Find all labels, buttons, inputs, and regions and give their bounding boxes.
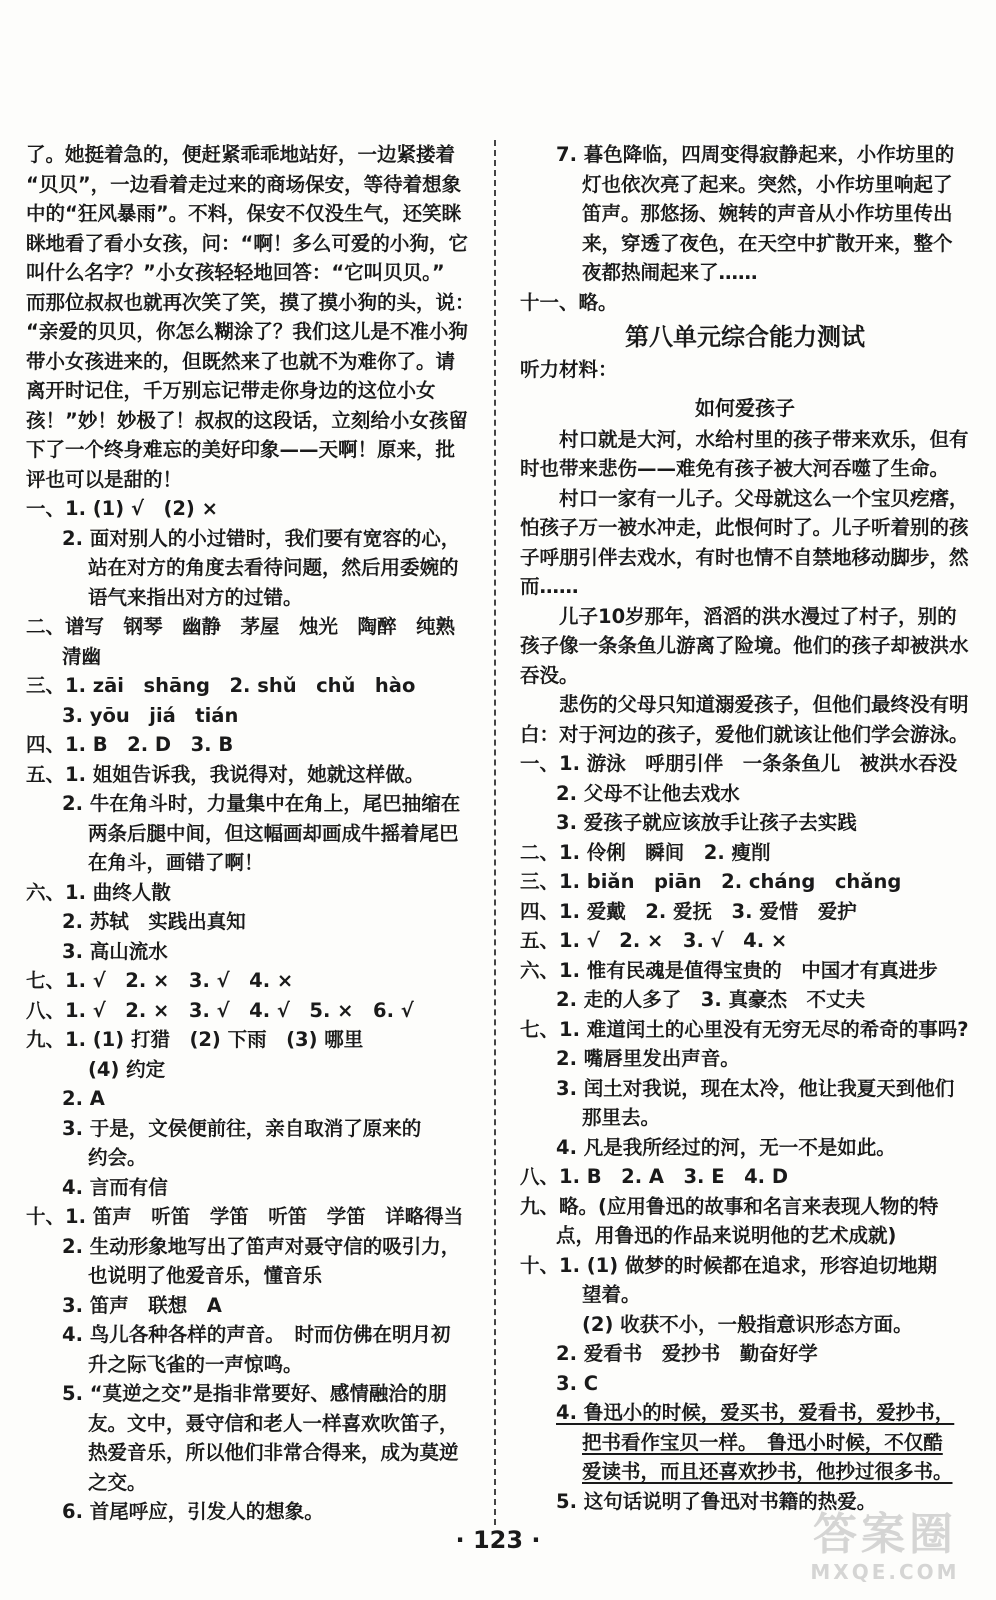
answer-line: 3. yōu jiá tián [62,703,239,727]
answer-line: 4. 鸟儿各种各样的声音。 时而仿佛在明月初 [62,1323,451,1346]
answer-line: 十、1. 笛声 听笛 学笛 听笛 学笛 详略得当 [26,1205,464,1228]
answer-line: 清幽 [62,644,102,668]
answer-line: 中的“狂风暴雨”。不料，保安不仅没生气，还笑眯 [26,202,462,225]
answer-line: 5. “莫逆之交”是指非常要好、感情融洽的朋 [62,1382,447,1405]
unit-title: 第八单元综合能力测试 [625,323,865,351]
answer-line: 2. 牛在角斗时，力量集中在角上，尾巴抽缩在 [62,792,461,815]
answer-line: 下了一个终身难忘的美好印象——天啊！原来，批 [26,438,456,461]
answer-line: 把书看作宝贝一样。 鲁迅小时候，不仅酷 [582,1430,943,1454]
story-paragraph: 村口就是大河，水给村里的孩子带来欢乐，但有时也带来悲伤——难免有孩子被大河吞噬了生命。 [520,427,969,480]
story-paragraph: 悲伤的父母只知道溺爱孩子，但他们最终没有明白：对于河边的孩子，爱他们就该让他们学会游泳。 [520,693,969,746]
answer-line: (2) 收获不小，一般指意识形态方面。 [582,1312,913,1336]
answer-line: (4) 约定 [88,1057,166,1081]
answer-line: 五、1. 姐姐告诉我，我说得对，她就这样做。 [26,762,425,786]
answer-line: 八、1. B 2. A 3. E 4. D [520,1165,789,1188]
answer-line: 二、谱写 钢琴 幽静 茅屋 烛光 陶醉 纯熟 [26,615,456,638]
answer-line: 7. 暮色降临，四周变得寂静起来，小作坊里的 [556,143,955,166]
answer-line: 十一、略。 [520,290,618,314]
answer-line: 六、1. 曲终人散 [26,880,171,904]
answer-line: 热爱音乐，所以他们非常合得来，成为莫逆 [88,1441,459,1464]
watermark-url: MXQE.COM [810,1560,960,1584]
answer-line: 两条后腿中间，但这幅画却画成牛摇着尾巴 [88,821,459,845]
answer-line: 四、1. 爱戴 2. 爱抚 3. 爱惜 爱护 [520,899,857,923]
answer-line: 在角斗，画错了啊！ [88,851,264,874]
answer-line: 也说明了他爱音乐，懂音乐 [88,1264,323,1287]
answer-line: 3. 闰土对我说，现在太冷，他让我夏天到他们 [556,1076,955,1100]
left-column [26,140,474,1527]
answer-line: 2. 生动形象地写出了笛声对聂守信的吸引力， [62,1234,461,1258]
answer-line: 一、1. 游泳 呼朋引伴 一条条鱼儿 被洪水吞没 [520,752,958,775]
answer-line: “贝贝”，一边看着走过来的商场保安，等待着想象 [26,172,462,196]
answer-line: 4. 言而有信 [62,1175,168,1199]
story-paragraph: 儿子10岁那年，滔滔的洪水漫过了村子，别的孩子像一条条鱼儿游离了险境。他们的孩子却被洪水吞没。 [520,604,969,687]
answer-line: 2. 嘴唇里发出声音。 [556,1047,740,1070]
story-body [520,425,970,750]
answer-line: 离开时记住，千万别忘记带走你身边的这位小女 [26,379,436,402]
answer-line: 了。她挺着急的，便赶紧乖乖地站好，一边紧搂着 [26,143,456,166]
answer-line: 夜都热闹起来了…… [582,261,758,284]
answer-line: 那里去。 [582,1106,661,1129]
answer-line: 五、1. √ 2. × 3. √ 4. × [520,929,788,952]
answer-line: 3. 高山流水 [62,939,168,963]
answer-line: 之交。 [88,1470,147,1494]
answer-line: 九、1. (1) 打猎 (2) 下雨 (3) 哪里 [26,1028,364,1051]
answer-line: 望着。 [582,1283,641,1306]
answer-line: 二、1. 伶俐 瞬间 2. 瘦削 [520,840,771,864]
answer-line: 爱读书，而且还喜欢抄书，他抄过很多书。 [582,1460,953,1483]
answer-line: 2. 面对别人的小过错时，我们要有宽容的心， [62,526,461,550]
answer-line: 3. 爱孩子就应该放手让孩子去实践 [556,811,857,834]
answer-line: 带小女孩进来的，但既然来了也就不为难你了。请 [26,349,456,373]
answer-line: 2. 爱看书 爱抄书 勤奋好学 [556,1342,818,1365]
watermark-text: 答案圈 [813,1509,957,1560]
answer-line: 友。文中，聂守信和老人一样喜欢吹笛子， [88,1411,459,1435]
answer-line: 升之际飞雀的一声惊鸣。 [88,1352,303,1376]
column-divider [494,140,496,1525]
page-number: · 123 · [455,1526,541,1554]
answer-line: 5. 这句话说明了鲁迅对书籍的热爱。 [556,1489,877,1513]
answer-line: 6. 首尾呼应，引发人的想象。 [62,1500,324,1523]
answer-line: 三、1. biǎn piān 2. cháng chǎng [520,870,902,893]
story-paragraph: 村口一家有一儿子。父母就这么一个宝贝疙瘩，怕孩子万一被水冲走，此恨何时了。儿子听着别的孩子呼朋引伴去戏水，有时也情不自禁地移动脚步，然而…… [520,486,969,598]
right-column [520,140,970,1516]
answer-line: 来，穿透了夜色，在天空中扩散开来，整个 [582,231,953,255]
answer-line: 灯也依次亮了起来。突然，小作坊里响起了 [582,172,953,196]
watermark-logo [790,1510,980,1592]
right-top-answers [520,140,970,317]
answer-line: 六、1. 惟有民魂是值得宝贵的 中国才有真进步 [520,958,938,982]
answer-line: 3. 笛声 联想 A [62,1293,222,1317]
answer-line: “亲爱的贝贝，你怎么糊涂了？我们这儿是不准小狗 [26,320,468,343]
answer-line: 七、1. 难道闰土的心里没有无穷无尽的希奇的事吗? [520,1017,969,1041]
answer-line: 语气来指出对方的过错。 [88,585,303,609]
answer-line: 九、略。(应用鲁迅的故事和名言来表现人物的特 [520,1194,939,1218]
answer-line: 四、1. B 2. D 3. B [26,733,234,756]
answer-line: 叫什么名字？”小女孩轻轻地回答：“它叫贝贝。” [26,261,445,284]
story-title: 如何爱孩子 [695,395,795,420]
answer-line: 笛声。那悠扬、婉转的声音从小作坊里传出 [582,202,953,225]
answer-line: 而那位叔叔也就再次笑了笑，摸了摸小狗的头，说： [26,290,475,314]
answer-line: 3. 于是，文侯便前往，亲自取消了原来的 [62,1116,422,1140]
answer-line: 评也可以是甜的！ [26,467,183,491]
answer-line: 十、1. (1) 做梦的时候都在追求，形容迫切地期 [520,1253,937,1277]
answer-line: 点，用鲁迅的作品来说明他的艺术成就) [556,1224,897,1247]
answer-line: 2. 走的人多了 3. 真豪杰 不丈夫 [556,988,866,1011]
answer-line: 一、1. (1) √ (2) × [26,497,218,520]
answer-line: 八、1. √ 2. × 3. √ 4. √ 5. × 6. √ [26,998,414,1022]
answer-line: 三、1. zāi shāng 2. shǔ chǔ hào [26,674,416,697]
answer-line: 2. 苏轼 实践出真知 [62,910,246,933]
answer-line: 七、1. √ 2. × 3. √ 4. × [26,969,294,992]
answer-line: 约会。 [88,1146,147,1169]
answer-line: 2. A [62,1087,105,1110]
answer-line: 眯地看了看小女孩，问：“啊！多么可爱的小狗，它 [26,231,468,255]
answer-line: 站在对方的角度去看待问题，然后用委婉的 [88,556,459,579]
listening-label: 听力材料： [520,358,618,381]
answer-line: 4. 凡是我所经过的河，无一不是如此。 [556,1135,896,1159]
answer-line: 孩！”妙！妙极了！叔叔的这段话，立刻给小女孩留 [26,408,468,432]
right-answers [520,749,970,1516]
answer-line: 4. 鲁迅小的时候，爱买书，爱看书，爱抄书， [556,1401,955,1424]
answer-line: 3. C [556,1371,599,1395]
answer-line: 2. 父母不让他去戏水 [556,781,740,805]
